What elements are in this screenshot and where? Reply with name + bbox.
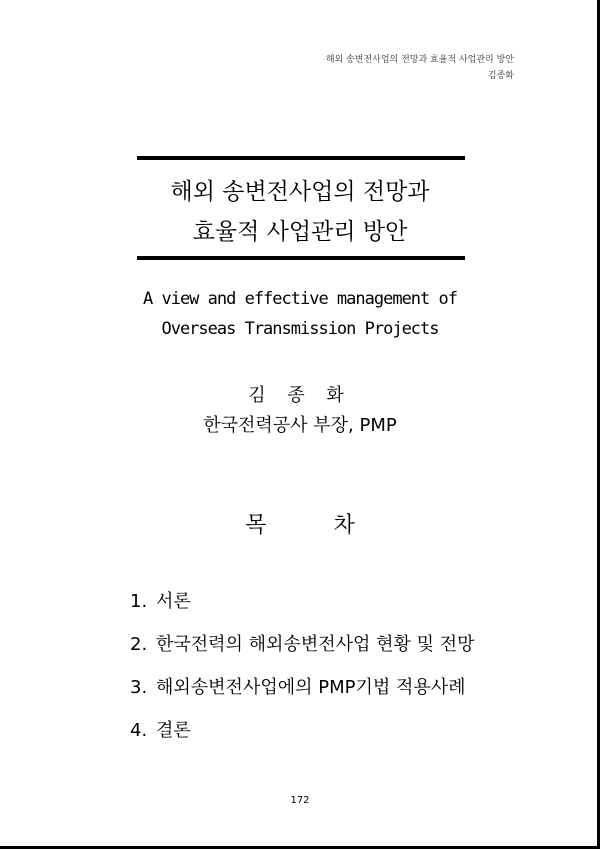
toc-list xyxy=(130,580,474,752)
toc-item-4 xyxy=(130,709,474,752)
running-header xyxy=(326,52,514,84)
toc-item-label: 한국전력의 해외송변전사업 현황 및 전망 xyxy=(156,634,475,655)
toc-item-number: 2. xyxy=(130,634,148,655)
toc-heading: 목 차 xyxy=(245,513,385,538)
title-top-rule xyxy=(137,156,465,160)
title-line-1: 해외 송변전사업의 전망과 xyxy=(170,179,430,205)
toc-item-number: 3. xyxy=(130,677,148,698)
author-affiliation: 한국전력공사 부장, PMP xyxy=(203,415,397,436)
toc-item-label: 서론 xyxy=(156,591,191,612)
toc-item-1 xyxy=(130,580,474,623)
english-title-line-1: A view and effective management of xyxy=(143,289,457,309)
title-bottom-rule xyxy=(137,256,465,260)
page-number: 172 xyxy=(290,795,310,806)
toc-item-label: 해외송변전사업에의 PMP기법 적용사례 xyxy=(156,677,466,698)
running-title: 해외 송변전사업의 전망과 효율적 사업관리 방안 xyxy=(325,55,514,65)
author-name: 김 종 화 xyxy=(248,385,352,406)
toc-item-label: 결론 xyxy=(156,720,191,741)
toc-item-2 xyxy=(130,623,474,666)
running-author: 김종화 xyxy=(487,71,514,81)
toc-item-3 xyxy=(130,666,474,709)
english-title-line-2: Overseas Transmission Projects xyxy=(161,319,439,339)
toc-item-number: 1. xyxy=(130,591,148,612)
title-line-2: 효율적 사업관리 방안 xyxy=(192,219,408,245)
toc-item-number: 4. xyxy=(130,720,148,741)
